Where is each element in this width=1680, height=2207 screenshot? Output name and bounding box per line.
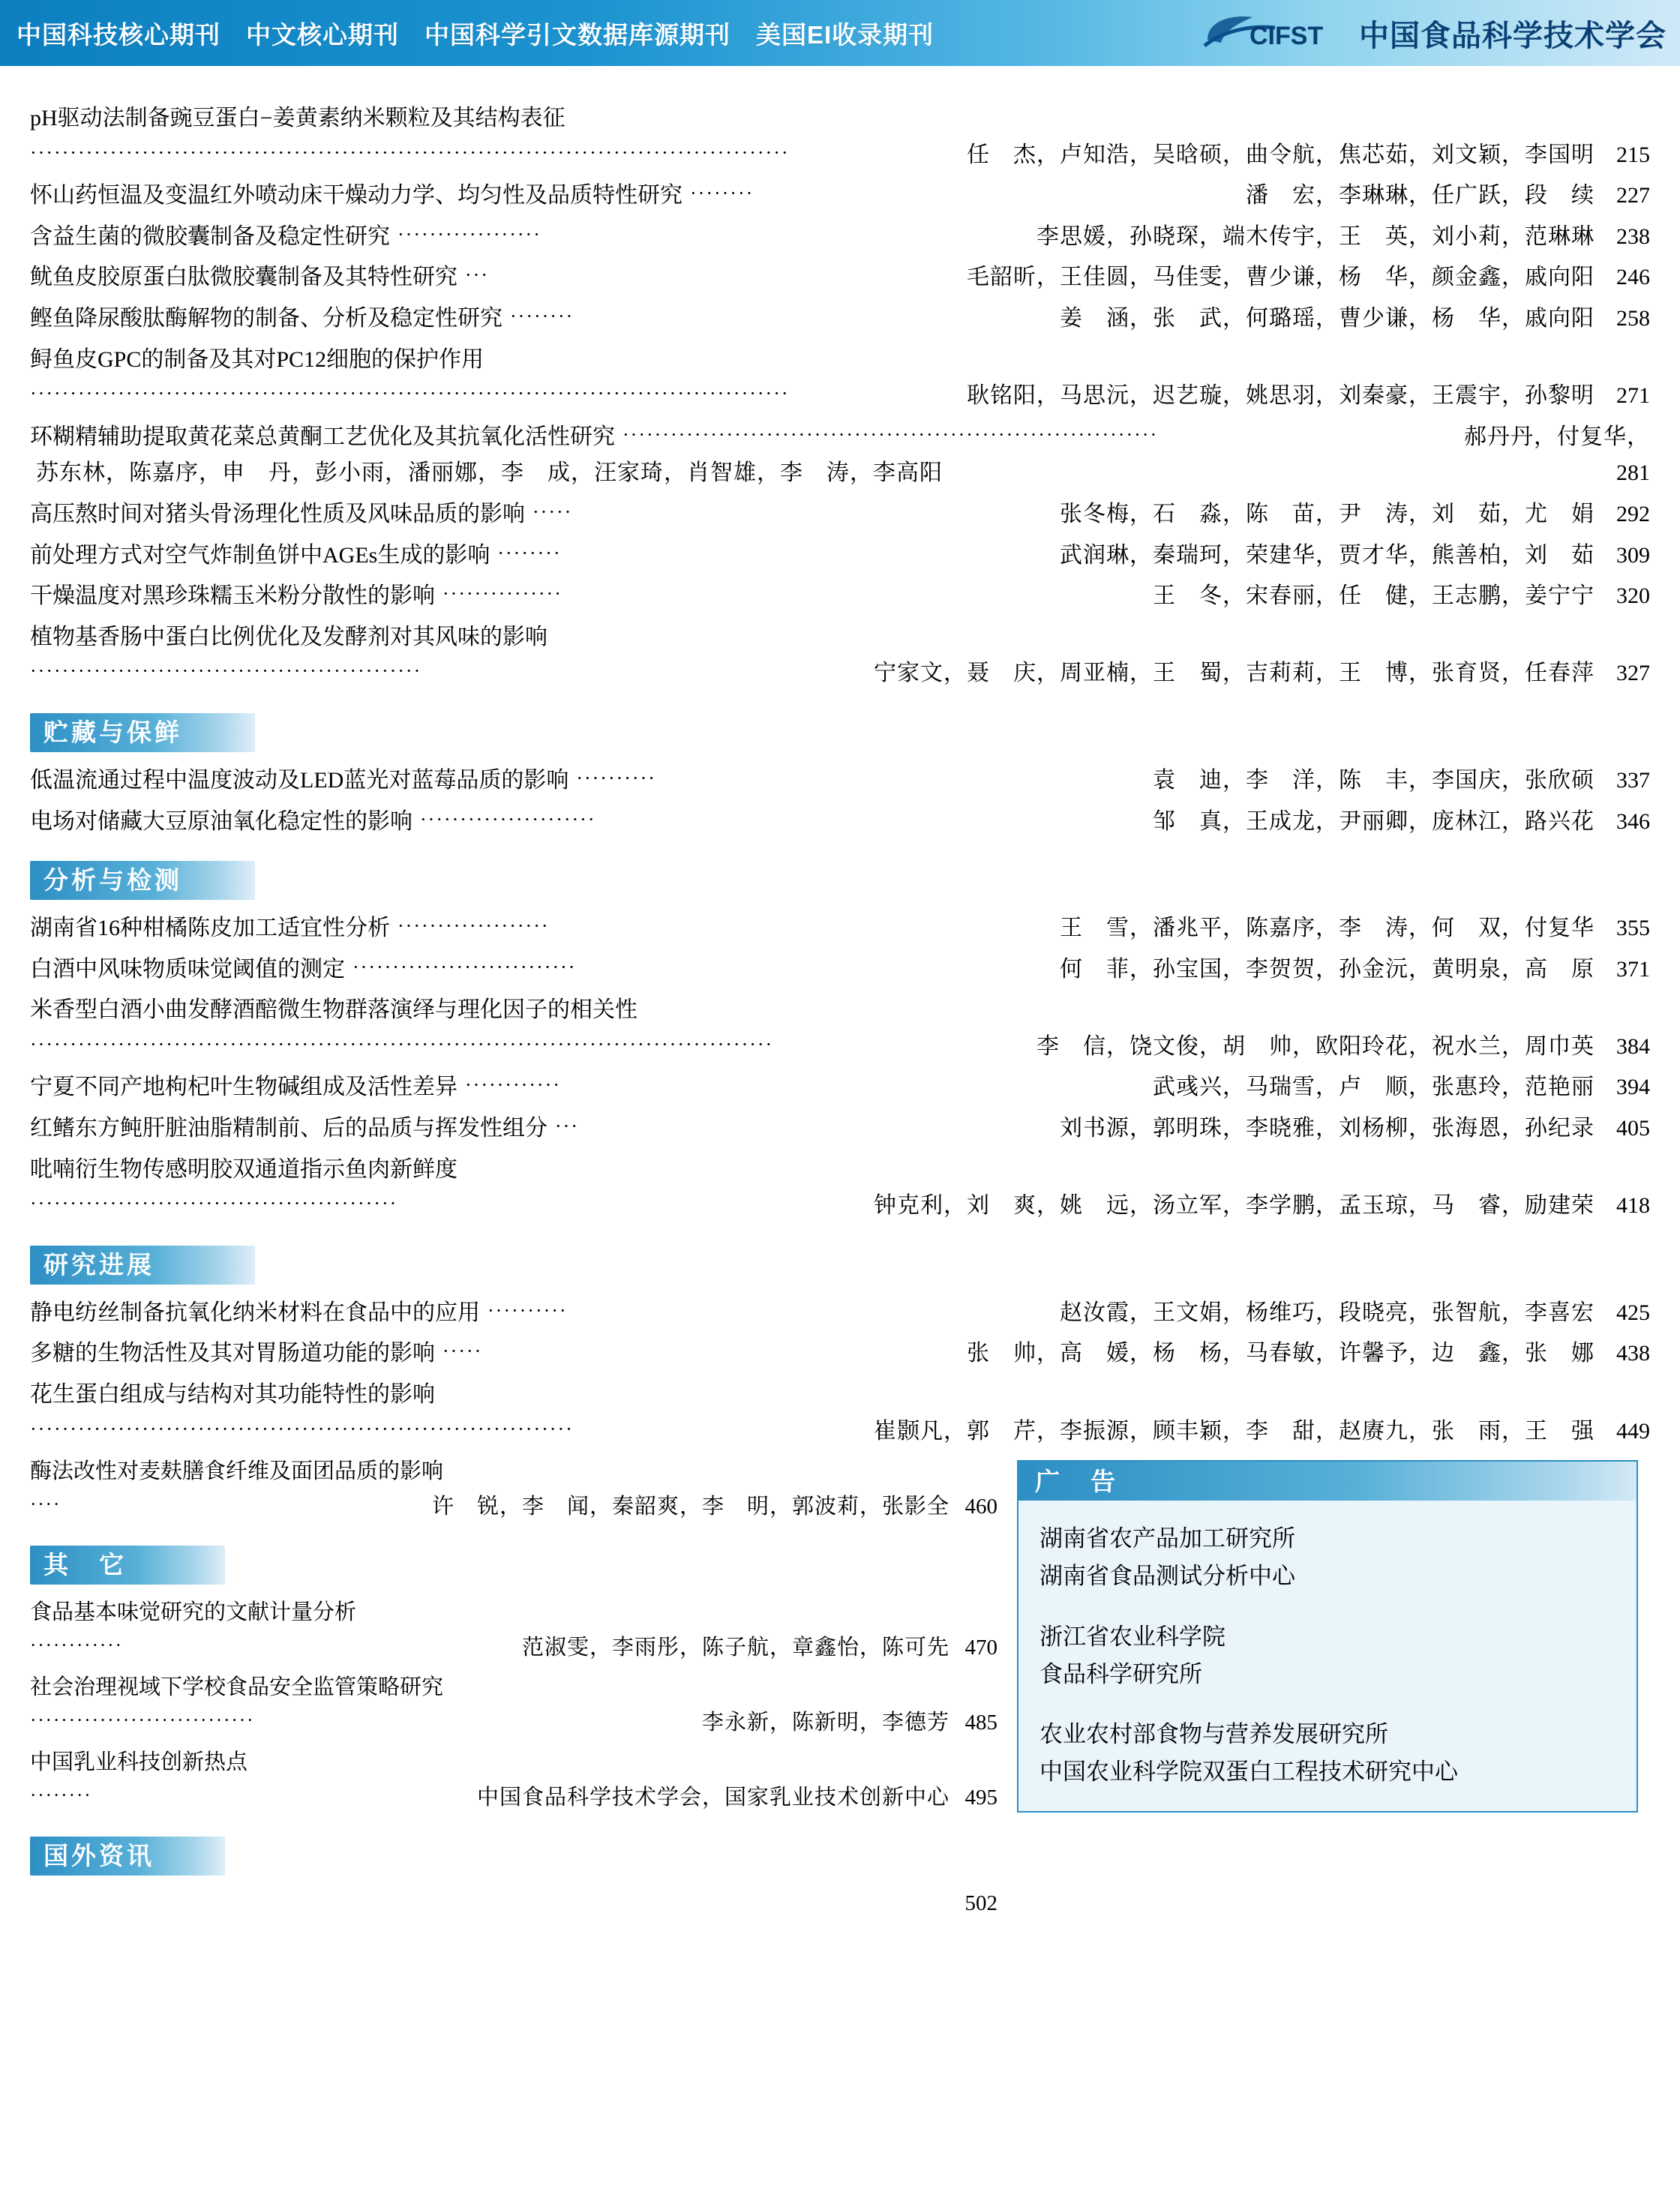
leader-dots: ··············· (442, 583, 562, 605)
leader-dots: ············ (30, 1636, 123, 1657)
entry-page: 371 (1616, 956, 1650, 982)
entry-title: 湖南省16种柑橘陈皮加工适宜性分析 (30, 916, 390, 941)
leader-dots: ··· (555, 1115, 579, 1138)
entry-page: 384 (1616, 1033, 1650, 1059)
entry-page: 281 (1616, 460, 1650, 486)
entry-authors: 耿铭阳，马思沅，迟艺璇，姚思羽，刘秦豪，王震宇，孙黎明 (967, 383, 1594, 409)
advertiser-line: 食品科学研究所 (1040, 1660, 1202, 1687)
entry-title: 花生蛋白组成与结构对其功能特性的影响 (30, 1382, 435, 1408)
entry-authors: 武彧兴，马瑞雪，卢 顺，张惠玲，范艳丽 (1153, 1075, 1594, 1100)
toc-entry[interactable] (30, 1377, 1650, 1450)
entry-page: 460 (964, 1495, 998, 1519)
advertiser-line: 湖南省食品测试分析中心 (1040, 1563, 1295, 1590)
badge-0: 中国科技核心期刊 (16, 20, 220, 49)
toc-entry[interactable] (30, 804, 1650, 841)
lower-two-column-area (30, 1454, 1650, 1926)
entry-title: 酶法改性对麦麸膳食纤维及面团品质的影响 (30, 1459, 444, 1484)
entry-title: 宁夏不同产地枸杞叶生物碱组成及活性差异 (30, 1075, 458, 1100)
section-header-analysis (30, 861, 1650, 900)
section-title: 分析与检测 (44, 866, 182, 895)
toc-entry[interactable] (30, 301, 1650, 337)
leader-dots: ············ (465, 1074, 561, 1096)
entry-authors: 何 菲，孙宝国，李贺贺，孙金沅，黄明泉，高 原 (1060, 956, 1594, 982)
entry-page: 246 (1616, 265, 1650, 290)
section-title: 贮藏与保鲜 (44, 718, 182, 747)
entry-authors: 任 杰，卢知浩，吴晗硕，曲令航，焦芯茹，刘文颖，李国明 (967, 142, 1594, 167)
leader-dots: ········ (497, 541, 562, 564)
entry-title: 植物基香肠中蛋白比例优化及发酵剂对其风味的影响 (30, 624, 548, 649)
toc-entry[interactable] (30, 538, 1650, 574)
entry-page: 227 (1616, 183, 1650, 208)
entry-authors: 姜 涵，张 武，何璐瑶，曹少谦，杨 华，戚向阳 (1060, 305, 1594, 331)
entry-authors: 刘书源，郭明珠，李晓雅，刘杨柳，张海恩，孙纪录 (1060, 1116, 1594, 1141)
leader-dots: ······················ (420, 808, 596, 830)
advertisement-body (1018, 1501, 1636, 1791)
entry-page: 425 (1616, 1300, 1650, 1325)
journal-badges (0, 16, 934, 51)
entry-page: 418 (1616, 1193, 1650, 1219)
entry-page: 337 (1616, 767, 1650, 793)
badge-3: 美国EI收录期刊 (756, 20, 934, 49)
entry-authors: 李永新，陈新明，李德芳 (701, 1711, 950, 1735)
entry-page: 215 (1616, 142, 1650, 167)
entry-title: 鱿鱼皮胶原蛋白肽微胶囊制备及其特性研究 (30, 265, 458, 290)
section-title: 国外资讯 (44, 1842, 154, 1870)
leader-dots: ·················· (398, 223, 542, 245)
toc-entry[interactable] (30, 1152, 1650, 1225)
organization-branding (1203, 0, 1666, 66)
entry-authors: 李思媛，孙晓琛，端木传宇，王 英，刘小莉，范琳琳 (1036, 223, 1594, 249)
entry-page: 485 (964, 1711, 998, 1735)
entry-page: 495 (964, 1786, 998, 1810)
entry-authors: 王 雪，潘兆平，陈嘉序，李 涛，何 双，付复华 (1060, 916, 1594, 941)
entry-title: 白酒中风味物质味觉阈值的测定 (30, 956, 345, 982)
entry-authors: 中国食品科学技术学会，国家乳业技术创新中心 (476, 1786, 950, 1810)
entry-title: 红鳍东方鲀肝脏油脂精制前、后的品质与挥发性组分 (30, 1116, 548, 1141)
section-header-other (30, 1546, 998, 1585)
leader-dots: ···································································· (30, 1417, 574, 1440)
leader-dots: ········ (690, 182, 754, 205)
entry-page: 320 (1616, 583, 1650, 609)
toc-entry[interactable] (30, 1336, 1650, 1372)
section-title: 其 它 (44, 1551, 127, 1579)
entry-page: 470 (964, 1636, 998, 1660)
leader-dots: ······························································································· (30, 141, 790, 163)
entry-title: 吡喃衍生物传感明胶双通道指示鱼肉新鲜度 (30, 1156, 458, 1182)
advertiser-line: 农业农村部食物与营养发展研究所 (1040, 1721, 1388, 1748)
entry-authors: 毛韶昕，王佳圆，马佳雯，曹少谦，杨 华，颜金鑫，戚向阳 (967, 265, 1594, 290)
entry-authors: 崔颢凡，郭 芹，李振源，顾丰颖，李 甜，赵赓九，张 雨，王 强 (874, 1418, 1594, 1444)
leader-dots: ··················· (398, 915, 550, 937)
toc-entry[interactable] (30, 219, 1650, 256)
entry-authors: 王 冬，宋春丽，任 健，王志鹏，姜宁宁 (1153, 583, 1594, 609)
entry-authors: 武润琳，秦瑞珂，荣建华，贾才华，熊善柏，刘 茹 (1060, 542, 1594, 568)
entry-page: 238 (1616, 223, 1650, 249)
leader-dots: ·········· (488, 1299, 568, 1321)
entry-authors: 袁 迪，李 洋，陈 丰，李国庆，张欣硕 (1153, 767, 1594, 793)
advertisement-column (1017, 1453, 1650, 1812)
toc-entry[interactable] (30, 1670, 998, 1741)
entry-page: 405 (1616, 1116, 1650, 1141)
entry-page: 292 (1616, 501, 1650, 526)
entry-authors: 张 帅，高 媛，杨 杨，马春敏，许馨予，边 鑫，张 娜 (967, 1341, 1594, 1366)
advertiser-group (1040, 1716, 1616, 1791)
entry-title: 米香型白酒小曲发酵酒醅微生物群落演绎与理化因子的相关性 (30, 997, 638, 1023)
entry-page: 346 (1616, 808, 1650, 834)
badge-1: 中文核心期刊 (246, 20, 399, 49)
entry-page: 449 (1616, 1418, 1650, 1444)
entry-title: 多糖的生物活性及其对胃肠道功能的影响 (30, 1341, 435, 1366)
advertisement-header (1018, 1462, 1636, 1501)
advertiser-group (1040, 1520, 1616, 1595)
entry-title: 前处理方式对空气炸制鱼饼中AGEs生成的影响 (30, 542, 490, 568)
entry-page: 355 (1616, 916, 1650, 941)
advertisement-box (1017, 1460, 1638, 1812)
entry-title: 高压熬时间对猪头骨汤理化性质及风味品质的影响 (30, 501, 525, 526)
entry-authors: 张冬梅，石 淼，陈 苗，尹 涛，刘 茹，尤 娟 (1060, 501, 1594, 526)
organization-name: 中国食品科学技术学会 (1359, 19, 1666, 52)
entry-authors: 郝丹丹，付复华， (1464, 424, 1650, 449)
cifst-logo-icon (1203, 10, 1346, 56)
entry-title: 鲣鱼降尿酸肽酶解物的制备、分析及稳定性研究 (30, 305, 502, 331)
page-header-bar (0, 0, 1680, 66)
entry-authors-continued: 苏东林，陈嘉序，申 丹，彭小雨，潘丽娜，李 成，汪家琦，肖智雄，李 涛，李高阳 (36, 460, 943, 486)
section-header-storage (30, 713, 1650, 752)
advertiser-line: 浙江省农业科学院 (1040, 1623, 1226, 1650)
entry-authors: 许 锐，李 闻，秦韶爽，李 明，郭波莉，张影全 (431, 1495, 950, 1519)
entry-title: 环糊精辅助提取黄花菜总黄酮工艺优化及其抗氧化活性研究 (30, 424, 615, 449)
toc-entry[interactable] (30, 178, 1650, 214)
leader-dots: ···· (30, 1495, 62, 1516)
advertiser-line: 中国农业科学院双蛋白工程技术研究中心 (1040, 1759, 1458, 1786)
toc-entry[interactable] (30, 1069, 1650, 1106)
lower-left-column (30, 1454, 998, 1926)
entry-authors: 范淑雯，李雨彤，陈子航，章鑫怡，陈可先 (521, 1636, 950, 1660)
leader-dots: ····· (442, 1340, 483, 1363)
toc-entry[interactable] (30, 992, 1650, 1065)
entry-page: 438 (1616, 1341, 1650, 1366)
leader-dots: ····························· (30, 1711, 255, 1732)
entry-title: pH驱动法制备豌豆蛋白−姜黄素纳米颗粒及其结构表征 (30, 106, 566, 130)
entry-page: 327 (1616, 661, 1650, 686)
leader-dots: ················································· (30, 660, 422, 682)
entry-authors: 宁家文，聂 庆，周亚楠，王 蜀，吉莉莉，王 博，张育贤，任春萍 (874, 661, 1594, 686)
entry-title: 食品基本味觉研究的文献计量分析 (30, 1600, 357, 1625)
entry-title: 干燥温度对黑珍珠糯玉米粉分散性的影响 (30, 583, 435, 609)
badge-2: 中国科学引文数据库源期刊 (424, 20, 730, 49)
leader-dots: ··································································· (622, 423, 1159, 445)
toc-entry[interactable] (30, 1886, 998, 1921)
entry-title: 含益生菌的微胶囊制备及稳定性研究 (30, 223, 390, 249)
entry-authors: 赵汝霞，王文娟，杨维巧，段晓亮，张智航，李喜宏 (1060, 1300, 1594, 1325)
section-header-progress (30, 1246, 1650, 1285)
entry-authors: 李 信，饶文俊，胡 帅，欧阳玲花，祝水兰，周巾英 (1036, 1033, 1594, 1059)
leader-dots: ·············································· (30, 1192, 398, 1215)
leader-dots: ····························································································· (30, 1033, 774, 1055)
entry-authors: 邹 真，王成龙，尹丽卿，庞林江，路兴花 (1153, 808, 1594, 834)
advertisement-title: 广 告 (1035, 1467, 1118, 1495)
toc-entry[interactable] (30, 1295, 1650, 1332)
svg-text:CIFST: CIFST (1250, 22, 1324, 50)
toc-entry[interactable] (30, 763, 1650, 799)
entry-title: 怀山药恒温及变温红外喷动床干燥动力学、均匀性及品质特性研究 (30, 183, 682, 208)
section-title: 研究进展 (44, 1251, 154, 1279)
leader-dots: ······························································································· (30, 382, 790, 405)
entry-page: 258 (1616, 305, 1650, 331)
leader-dots: ········ (510, 304, 574, 327)
toc-entry[interactable] (30, 619, 1650, 692)
entry-title: 社会治理视域下学校食品安全监管策略研究 (30, 1675, 444, 1700)
entry-page: 309 (1616, 542, 1650, 568)
leader-dots: ········ (30, 1786, 92, 1806)
toc-entry[interactable] (30, 952, 1650, 988)
entry-title: 鲟鱼皮GPC的制备及其对PC12细胞的保护作用 (30, 346, 484, 372)
entry-page: 271 (1616, 383, 1650, 409)
toc-entry[interactable] (30, 1745, 998, 1816)
toc-entry[interactable] (30, 1111, 1650, 1147)
entry-title: 电场对储藏大豆原油氧化稳定性的影响 (30, 808, 412, 834)
entry-title: 静电纺丝制备抗氧化纳米材料在食品中的应用 (30, 1300, 480, 1325)
leader-dots: ···························· (352, 955, 577, 978)
leader-dots: ····· (532, 500, 573, 523)
toc-entry[interactable] (30, 100, 1650, 173)
toc-entry[interactable] (30, 342, 1650, 415)
leader-dots: ·········· (576, 766, 656, 789)
entry-authors: 钟克利，刘 爽，姚 远，汤立军，李学鹏，孟玉琼，马 睿，励建荣 (874, 1193, 1594, 1219)
toc-content (0, 66, 1680, 1926)
entry-page: 394 (1616, 1075, 1650, 1100)
entry-title: 低温流通过程中温度波动及LED蓝光对蓝莓品质的影响 (30, 767, 569, 793)
toc-entry[interactable] (30, 578, 1650, 615)
toc-entry[interactable] (30, 1595, 998, 1666)
entry-authors: 潘 宏，李琳琳，任广跃，段 续 (1246, 183, 1594, 208)
toc-entry[interactable] (30, 910, 1650, 947)
toc-entry[interactable] (30, 259, 1650, 296)
advertiser-line: 湖南省农产品加工研究所 (1040, 1525, 1295, 1552)
entry-page: 502 (964, 1891, 998, 1915)
toc-entry[interactable] (30, 1454, 998, 1525)
section-header-overseas-news (30, 1837, 998, 1876)
toc-entry[interactable] (30, 496, 1650, 533)
toc-list (30, 100, 1650, 1926)
advertiser-group (1040, 1618, 1616, 1693)
toc-entry[interactable] (30, 419, 1650, 492)
entry-title: 中国乳业科技创新热点 (30, 1750, 248, 1775)
leader-dots: ··· (465, 264, 489, 286)
